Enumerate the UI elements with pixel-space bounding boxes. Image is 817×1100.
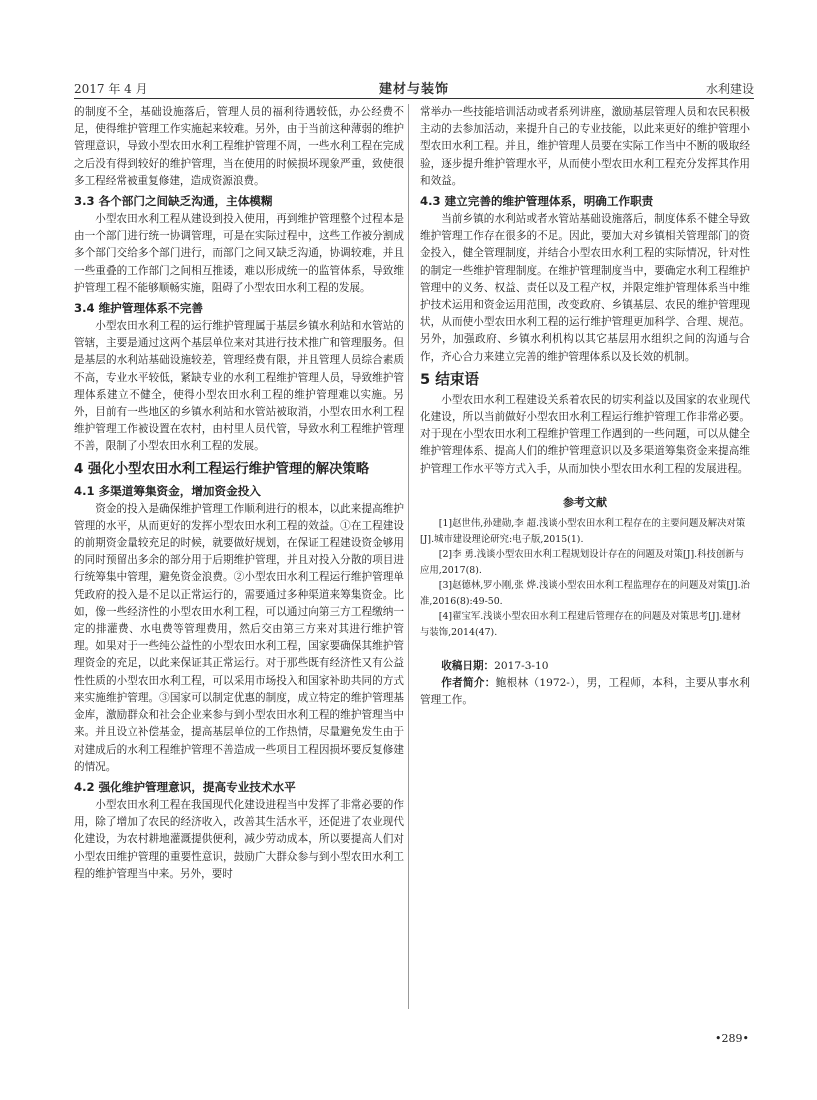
author-value: 鲍根林（1972-），男，工程师，本科，主要从事水利管理工作。 (420, 677, 750, 707)
paragraph-3-3: 小型农田水利工程从建设到投入使用，再到维护管理整个过程本是由一个部门进行统一协调管理，可是在实际过程中，这些工作被分割成多个部门交给多个部门进行，而部门之间又缺乏沟通，协调较难，并且一些重叠的工作部门之间相互推诿，难以形成统一的监管体系，导致维护管理工程不能够顺畅实施，阻碍了小型农田水利工程的发展。 (74, 213, 404, 294)
page-number: •289• (715, 1032, 749, 1045)
paragraph-continued: 常举办一些技能培训活动或者系列讲座，激励基层管理人员和农民积极主动的去参加活动，来提升自己的专业技能，以此来更好的维护管理小型农田水利工程。并且，维护管理人员要在实际工作当中不断的吸取经验，逐步提升维护管理水平，从而使小型农田水利工程充分发挥其作用和效益。 (420, 106, 750, 187)
heading-4-2: 4.2 强化维护管理意识，提高专业技术水平 (74, 779, 296, 794)
received-label: 收稿日期： (441, 660, 495, 673)
reference-item: [4]翟宝军.浅谈小型农田水利工程建后管理存在的问题及对策思考[J].建材与装饰,2014(47). (420, 611, 741, 638)
section-category: 水利建设 (705, 82, 754, 96)
paragraph-continued: 的制度不全，基础设施落后，管理人员的福利待遇较低，办公经费不足，使得维护管理工作实施起来较难。另外，由于当前这种薄弱的维护管理意识，导致小型农田水利工程维护管理不周，一些水利工程在完成之后没有得到较好的维护管理，当在使用的时候损坏现象严重，致使很多工程经常被重复修建，造成资源浪费。 (74, 106, 404, 187)
heading-section-5: 5 结束语 (420, 370, 480, 388)
left-column (74, 104, 404, 883)
page-header (74, 76, 754, 96)
paragraph-conclusion: 小型农田水利工程建设关系着农民的切实利益以及国家的农业现代化建设，所以当前做好小型农田水利工程运行维护管理工作非常必要。对于现在小型农田水利工程维护管理工作遇到的一些问题，可以从健全维护管理体系、提高人们的维护管理意识以及多渠道筹集资金来提高维护管理工作水平等方式入手，从而加快小型农田水利工程的发展进程。 (420, 393, 750, 475)
received-value: 2017-3-10 (494, 660, 549, 673)
journal-logo: 建材与装饰 (378, 82, 450, 97)
author-bio (420, 675, 750, 709)
heading-3-4: 3.4 维护管理体系不完善 (74, 301, 203, 316)
paragraph-4-1: 资金的投入是确保维护管理工作顺利进行的根本，以此来提高维护管理的水平，从而更好的发挥小型农田水利工程的效益。①在工程建设的前期资金量较充足的时候，就要做好规划，在保证工程建设资金够用的同时预留出多余的部分用于后期维护管理，并且对投入分散的项目进行统筹集中管理，避免资金浪费。②小型农田水利工程运行维护管理单凭政府的投入是不足以正常运行的，需要通过多种渠道来筹集资金。比如，像一些经济性的小型农田水利工程，可以通过向第三方工程缴纳一定的排灌费、水电费等管理费用，然后交由第三方来对其进行维护管理。如果对于一些纯公益性的小型农田水利工程，国家要确保其维护管理资金的充足，以此来保证其正常运行。对于那些既有经济性又有公益性性质的小型农田水利工程，可以采用市场投入和国家补助共同的方式来实施维护管理。③国家可以制定优惠的制度，成立特定的维护管理基金库，激励群众和社会企业来参与到小型农田水利工程的维护管理当中来。并且设立补偿基金，提高基层单位的工作热情，尽量避免发生由于对建成后的水利工程维护管理不善造成一些项目工程因损坏要反复修建的情况。 (74, 502, 404, 773)
heading-section-4: 4 强化小型农田水利工程运行维护管理的解决策略 (74, 461, 370, 477)
received-date (420, 658, 750, 675)
paragraph-4-2: 小型农田水利工程在我国现代化建设进程当中发挥了非常必要的作用，除了增加了农民的经济收入，改善其生活水平，还促进了农业现代化建设，为农村耕地灌溉提供便利，减少劳动成本，所以要提高人们对小型农田维护管理的重要性意识，鼓励广大群众参与到小型农田水利工程的维护管理当中来。另外，要时 (74, 798, 404, 880)
paragraph-3-4: 小型农田水利工程的运行维护管理属于基层乡镇水利站和水管站的管辖，主要是通过这两个基层单位来对其进行技术推广和管理服务。但是基层的水利站基础设施较差，管理经费有限，并且管理人员综合素质不高，专业水平较低，紧缺专业的水利工程维护管理人员，导致维护管理体系建立不健全，使得小型农田水利工程的维护管理难以实施。另外，目前有一些地区的乡镇水利站和水管站被取消，小型农田水利工程维护管理工作被设置在农村，由村里人员代管，导致水利工程维护管理不善，限制了小型农田水利工程的发展。 (74, 320, 404, 453)
heading-4-3: 4.3 建立完善的维护管理体系，明确工作职责 (420, 194, 654, 209)
paragraph-4-3: 当前乡镇的水利站或者水管站基础设施落后，制度体系不健全导致维护管理工作存在很多的不足。因此，要加大对乡镇相关管理部门的资金投入，健全管理制度，并结合小型农田水利工程的实际情况，针对性的制定一些维护管理制度。在维护管理制度当中，要确定水利工程维护管理中的义务、权益、责任以及工程产权，并限定维护管理体系当中维护技术运用和资金运用范围，改变政府、乡镇基层、农民的维护管理现状，从而使小型农田水利工程的运行维护管理更加科学、合理、规范。另外，加强政府、乡镇水利机构以其它基层用水组织之间的沟通与合作，齐心合力来建立完善的维护管理体系以及长效的机制。 (420, 213, 750, 363)
reference-item: [3]赵德林,罗小刚,张 烨.浅谈小型农田水利工程监理存在的问题及对策[J].治准,2016(8):49-50. (420, 580, 750, 607)
reference-item: [2]李 勇.浅谈小型农田水利工程规划设计存在的问题及对策[J].科技创新与应用,2017(8). (420, 549, 744, 576)
reference-item: [1]赵世伟,孙建勋,李 超.浅谈小型农田水利工程存在的主要问题及解决对策[J].城市建设理论研究:电子版,2015(1). (420, 518, 746, 545)
references-title: 参考文献 (563, 495, 607, 509)
header-rule (74, 98, 754, 99)
heading-3-3: 3.3 各个部门之间缺乏沟通，主体模糊 (74, 194, 273, 209)
heading-4-1: 4.1 多渠道筹集资金，增加资金投入 (74, 483, 261, 498)
right-column (420, 104, 750, 709)
column-divider (408, 104, 409, 1009)
author-label: 作者简介： (441, 677, 496, 690)
issue-date: 2017 年 4 月 (74, 82, 148, 96)
